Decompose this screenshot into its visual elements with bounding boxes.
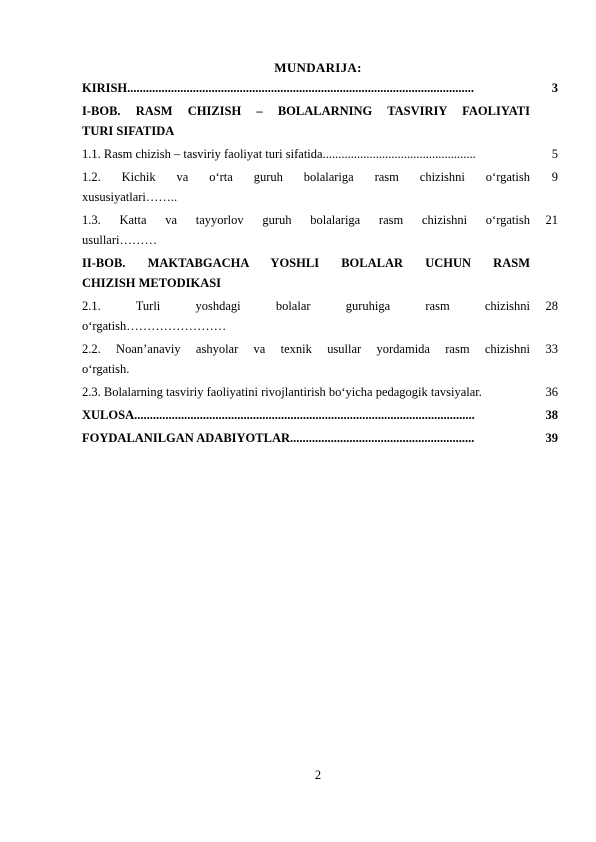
toc-entry-text: FOYDALANILGAN ADABIYOTLAR........................................................... — [82, 431, 475, 445]
toc-entry-text-continued: CHIZISH METODIKASI — [82, 276, 222, 290]
toc-entry — [82, 78, 558, 98]
toc-entry-page: 36 — [545, 385, 558, 399]
toc-entry — [82, 253, 558, 293]
toc-entry-page: 21 — [545, 213, 558, 227]
toc-entry — [82, 144, 558, 164]
toc-entry — [82, 296, 558, 336]
toc-entry-page: 33 — [545, 342, 558, 356]
toc-entry — [82, 382, 558, 402]
toc-entry-text: 1.2. Kichik va o‘rta guruh bolalariga rasm chizishni o‘rgatish — [82, 170, 530, 184]
toc-entry-page: 38 — [545, 408, 558, 422]
page-title: MUNDARIJA: — [274, 60, 362, 75]
toc-entry-text: XULOSA............................................................................................................. — [82, 408, 475, 422]
page-number: 2 — [314, 768, 322, 782]
toc-entry-text-continued: TURI SIFATIDA — [82, 124, 175, 138]
toc-entry-text: 2.1. Turli yoshdagi bolalar guruhiga rasm chizishni — [82, 299, 530, 313]
toc-entry — [82, 405, 558, 425]
toc-entry — [82, 339, 558, 379]
toc-entry-text: 1.3. Katta va tayyorlov guruh bolalariga rasm chizishni o‘rgatish — [82, 213, 530, 227]
toc-entry-page: 5 — [551, 147, 558, 161]
toc-entry-text: 1.1. Rasm chizish – tasviriy faoliyat turi sifatida................................................. — [82, 147, 476, 161]
toc-entry — [82, 428, 558, 448]
toc-entry-page: 39 — [545, 431, 558, 445]
toc-entry-text: KIRISH............................................................................................................... — [82, 81, 475, 95]
toc-entry — [82, 101, 558, 141]
toc-entry-text-continued: xususiyatlari…….. — [82, 190, 178, 204]
toc-entry-text-continued: o‘rgatish. — [82, 362, 130, 376]
toc-entry-text: 2.2. Noan’anaviy ashyolar va texnik usullar yordamida rasm chizishni — [82, 342, 530, 356]
toc-entry-page: 3 — [551, 81, 558, 95]
toc-entry-text-continued: usullari……… — [82, 233, 157, 247]
toc-entry — [82, 167, 558, 207]
toc-entry-page: 28 — [545, 299, 558, 313]
table-of-contents — [82, 78, 558, 451]
toc-entry — [82, 210, 558, 250]
toc-entry-text: I-BOB. RASM CHIZISH – BOLALARNING TASVIRIY FAOLIYATI — [82, 104, 530, 118]
toc-entry-text: 2.3. Bolalarning tasviriy faoliyatini rivojlantirish bo‘yicha pedagogik tavsiyalar. — [82, 385, 482, 399]
toc-entry-text-continued: o‘rgatish…………………… — [82, 319, 227, 333]
toc-entry-text: II-BOB. MAKTABGACHA YOSHLI BOLALAR UCHUN RASM — [82, 256, 530, 270]
toc-entry-page: 9 — [551, 170, 558, 184]
